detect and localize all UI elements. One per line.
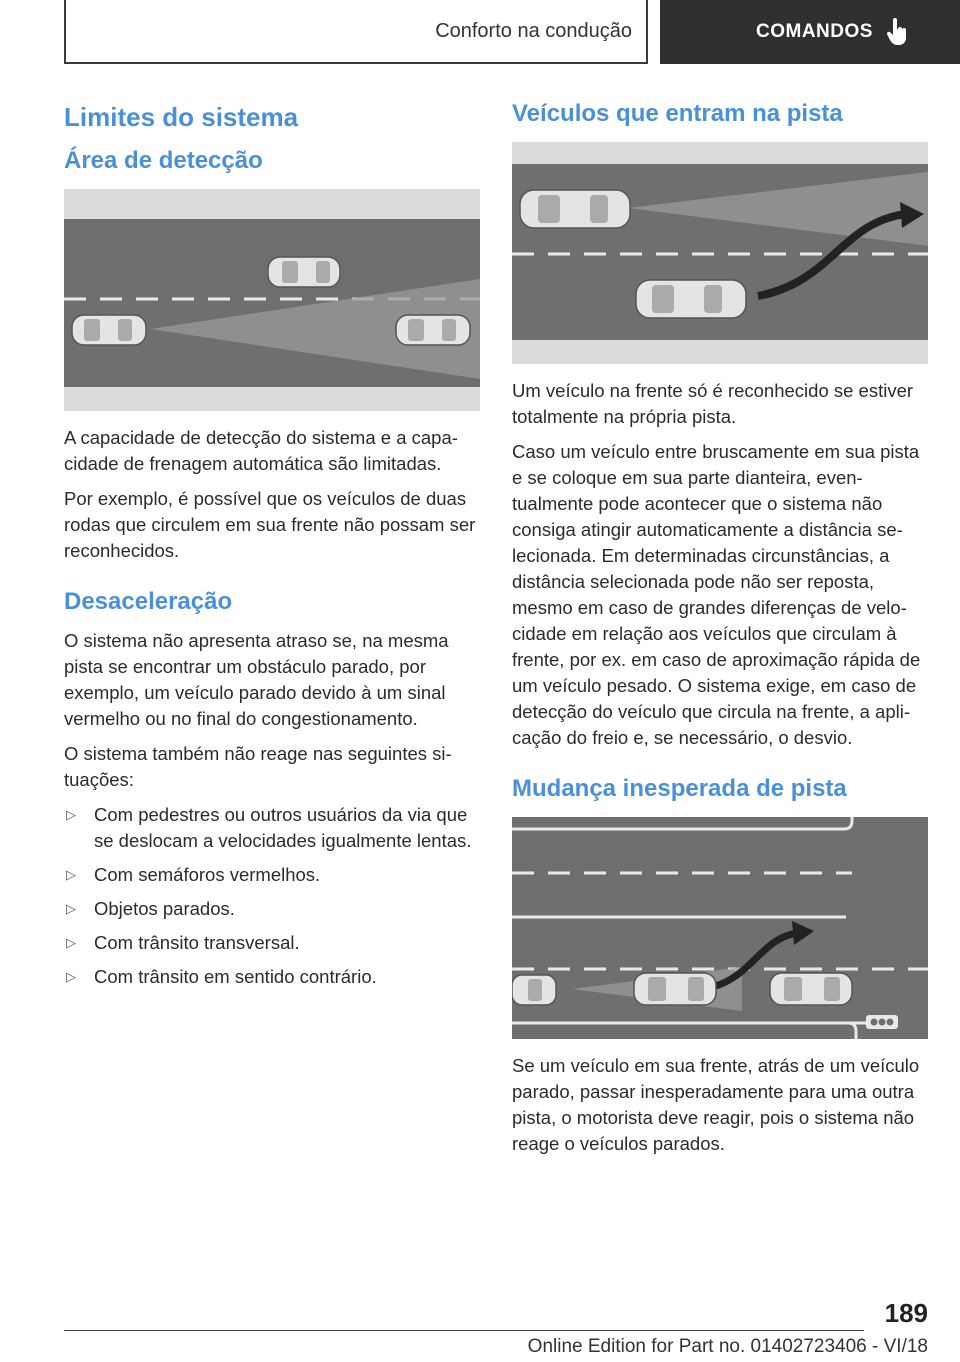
car-icon — [636, 280, 746, 318]
subsection-heading-detection-area: Área de detecção — [64, 147, 263, 174]
figure-detection-area — [64, 189, 480, 411]
car-icon — [72, 315, 146, 345]
footer-edition-text: Online Edition for Part no. 01402723406 - VI/18 — [527, 1336, 928, 1357]
paragraph: Se um veículo em sua frente, atrás de um veículo parado, passar inesperadamente para uma outra pista, o motorista deve reagir, pois o sistema não reage o veículos parados. — [512, 1055, 920, 1154]
subsection-heading-unexpected-lane-change: Mudança inesperada de pista — [512, 775, 847, 802]
section-title: Limites do sistema — [64, 102, 299, 132]
list-item: ▷ Com semáforos vermelhos. — [64, 862, 480, 888]
footer-divider — [64, 1330, 864, 1331]
list-item: ▷ Com trânsito transversal. — [64, 930, 480, 956]
paragraph: A capacidade de detecção do sistema e a capa‐cidade de frenagem automática são limitadas. — [64, 427, 458, 474]
figure-vehicles-entering — [512, 142, 928, 364]
car-icon — [512, 975, 556, 1005]
subsection-heading-vehicles-entering: Veículos que entram na pista — [512, 100, 843, 127]
paragraph: O sistema não apresenta atraso se, na mesma pista se encontrar um obstáculo parado, por exemplo, um veículo parado devido à um sinal vermelho ou no final do congestionamento. — [64, 630, 449, 729]
car-icon — [520, 190, 630, 228]
car-icon — [770, 973, 852, 1005]
right-column — [512, 92, 928, 1166]
page-number: 189 — [884, 1298, 928, 1328]
header-chapter-label: COMANDOS — [756, 21, 873, 42]
car-icon — [396, 315, 470, 345]
left-column — [64, 92, 480, 998]
car-icon — [268, 257, 340, 287]
header-chapter-tab — [660, 0, 960, 64]
paragraph: Um veículo na frente só é reconhecido se estiver totalmente na própria pista. — [512, 380, 914, 427]
list-item: ▷ Objetos parados. — [64, 896, 480, 922]
triangle-bullet-icon: ▷ — [66, 807, 76, 822]
triangle-bullet-icon: ▷ — [66, 901, 76, 916]
hand-pointer-icon — [887, 18, 909, 46]
header-section-tab — [64, 0, 648, 64]
triangle-bullet-icon: ▷ — [66, 935, 76, 950]
car-icon — [634, 973, 716, 1005]
subsection-heading-deceleration: Desaceleração — [64, 588, 233, 615]
paragraph: Por exemplo, é possível que os veículos de duas rodas que circulem em sua frente não possam ser reconhecidos. — [64, 488, 476, 561]
header-section-label: Conforto na condução — [435, 19, 632, 42]
bullet-list — [64, 802, 480, 990]
list-item: ▷ Com pedestres ou outros usuários da via que se deslocam a velocidades igualmente lentas. — [66, 804, 472, 851]
figure-unexpected-lane-change — [512, 817, 928, 1039]
triangle-bullet-icon: ▷ — [66, 867, 76, 882]
paragraph: O sistema também não reage nas seguintes si‐tuações: — [64, 743, 452, 790]
triangle-bullet-icon: ▷ — [66, 969, 76, 984]
paragraph: Caso um veículo entre bruscamente em sua pista e se coloque em sua parte dianteira, even‐tualmente pode acontecer que o sistema não consiga atingir automaticamente a distância se‐lecionada. Em determinadas circunstâncias, a distância selecionada pode não ser reposta, mesmo em caso de grandes diferenças de velo‐cidade em relação aos veículos que circulam à frente, por ex. em caso de aproximação rápida de um veículo pesado. O sistema exige, em caso de detecção do veículo que circula na frente, a apli‐cação do freio e, se necessário, o desvio. — [512, 441, 921, 748]
list-item: ▷ Com trânsito em sentido contrário. — [64, 964, 480, 990]
